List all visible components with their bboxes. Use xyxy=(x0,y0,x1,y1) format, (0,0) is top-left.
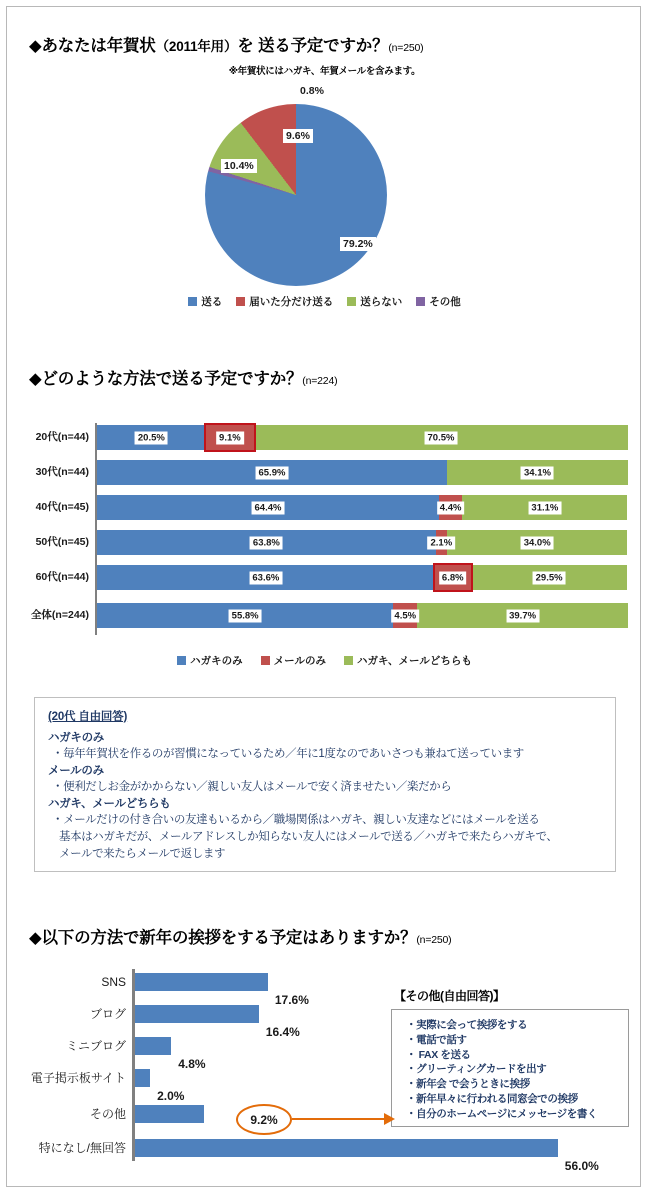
hbar-value-sns: 17.6% xyxy=(274,993,309,1007)
pie-slice-label-not-send: 9.6% xyxy=(283,129,313,143)
legend-swatch-reply-only xyxy=(236,297,245,306)
stacked-row-label-60s: 60代(n=44) xyxy=(35,571,89,583)
free-answer-title: (20代 自由回答) xyxy=(48,711,128,723)
section1-heading-year: （2011年用） xyxy=(155,39,238,54)
legend-label-reply-only: 届いた分だけ送る xyxy=(249,296,334,308)
free-answer-line: 基本はハガキだが、メールアドレスしか知らない友人にはメールで送る／ハガキで来たらハガキで、 xyxy=(59,831,558,843)
section3-heading-text: ◆以下の方法で新年の挨拶をする予定はありますか？ xyxy=(29,929,417,947)
section1-note: ※年賀状にはハガキ、年賀メールを含みます。 xyxy=(228,66,421,77)
segment-both xyxy=(254,425,628,450)
pie-slice-label-reply-only: 10.4% xyxy=(221,159,257,173)
legend-label-send: 送る xyxy=(201,296,223,308)
pie-chart-legend xyxy=(7,294,642,309)
section2-heading xyxy=(29,365,337,389)
legend-label-mail-only: メールのみ xyxy=(273,655,326,667)
segment-label-postcard-only: 63.6% xyxy=(249,571,282,584)
hbar-label-none: 特になし/無回答 xyxy=(38,1141,126,1155)
callout-ellipse-other xyxy=(236,1104,292,1135)
report-page xyxy=(6,6,641,1187)
segment-postcard-only xyxy=(97,460,447,485)
segment-mail-only xyxy=(430,530,453,555)
legend-item-mail-only xyxy=(261,653,326,668)
segment-label-postcard-only: 64.4% xyxy=(252,501,285,514)
legend-swatch-send xyxy=(188,297,197,306)
legend-item-postcard-only xyxy=(177,653,243,668)
pie-slice-label-other: 0.8% xyxy=(300,85,324,97)
segment-label-both: 70.5% xyxy=(425,431,458,444)
other-answer-item: ・自分のホームページにメッセージを書く xyxy=(406,1107,598,1120)
section1-heading xyxy=(29,32,423,56)
segment-postcard-only xyxy=(97,565,435,590)
segment-mail-only xyxy=(435,565,471,590)
legend-item-not-send xyxy=(347,294,402,309)
hbar-fill-microblog xyxy=(135,1037,171,1055)
hbar-row-none xyxy=(38,1139,599,1173)
legend-label-not-send: 送らない xyxy=(360,296,403,308)
legend-label-other: その他 xyxy=(429,296,461,308)
section3-sample-size: (n=250) xyxy=(416,934,452,946)
section3-heading xyxy=(29,924,451,948)
segment-label-postcard-only: 63.8% xyxy=(250,536,283,549)
segment-mail-only xyxy=(393,603,417,628)
legend-item-reply-only xyxy=(236,294,333,309)
free-answer-line: ・便利だしお金がかからない／親しい友人はメールで安く済ませたい／楽だから xyxy=(52,781,452,793)
segment-postcard-only xyxy=(97,530,436,555)
segment-mail-only xyxy=(439,495,462,520)
legend-swatch-other xyxy=(416,297,425,306)
segment-label-both: 29.5% xyxy=(533,571,566,584)
legend-item-other xyxy=(416,294,461,309)
legend-swatch-mail-only xyxy=(261,656,270,665)
legend-item-send xyxy=(188,294,222,309)
hbar-label-other: その他 xyxy=(89,1107,126,1121)
hbar-value-none: 56.0% xyxy=(564,1159,599,1173)
stacked-row-50s xyxy=(35,530,628,555)
segment-label-both: 31.1% xyxy=(528,501,561,514)
pie-slice-label-send: 79.2% xyxy=(340,237,376,251)
hbar-fill-sns xyxy=(135,973,268,991)
segment-both xyxy=(417,603,628,628)
segment-mail-only xyxy=(206,425,254,450)
hbar-value-bbs: 2.0% xyxy=(157,1089,185,1103)
segment-both xyxy=(471,565,628,590)
legend-swatch-postcard-only xyxy=(177,656,186,665)
hbar-fill-bbs xyxy=(135,1069,150,1087)
stacked-row-20s xyxy=(35,425,628,450)
segment-postcard-only xyxy=(97,495,439,520)
free-answer-line: ・毎年年賀状を作るのが習慣になっているため／年に1度なのであいさつも兼ねて送っています xyxy=(52,748,524,760)
section1-heading-part-a: ◆あなたは年賀状 xyxy=(29,37,156,55)
other-answer-item: ・実際に会って挨拶をする xyxy=(406,1019,528,1031)
section1-sample-size: (n=250) xyxy=(388,42,424,54)
section1-heading-part-b: を 送る予定ですか？ xyxy=(237,37,389,55)
free-answer-group-both xyxy=(48,797,602,863)
stacked-row-40s xyxy=(35,495,628,520)
segment-label-both: 34.1% xyxy=(521,466,554,479)
legend-swatch-not-send xyxy=(347,297,356,306)
other-answers-box xyxy=(391,1009,629,1127)
other-answers-title: 【その他(自由回答)】 xyxy=(394,989,505,1003)
other-answer-item: ・ FAX を送る xyxy=(406,1048,471,1061)
stacked-row-label-total: 全体(n=244) xyxy=(30,609,89,621)
pie-chart xyxy=(205,85,387,286)
segment-label-postcard-only: 65.9% xyxy=(255,466,288,479)
segment-label-postcard-only: 20.5% xyxy=(135,431,168,444)
hbar-label-bbs: 電子掲示板サイト xyxy=(30,1071,126,1085)
other-answer-item: ・新年早々に行われる同窓会での挨拶 xyxy=(406,1092,578,1105)
segment-both xyxy=(447,530,628,555)
legend-label-postcard-only: ハガキのみ xyxy=(190,655,243,667)
segment-label-mail-only: 4.4% xyxy=(437,501,465,514)
hbar-value-blog: 16.4% xyxy=(265,1025,300,1039)
other-answer-item: ・電話で話す xyxy=(406,1033,467,1046)
hbar-fill-other xyxy=(135,1105,204,1123)
free-answer-line: ・メールだけの付き合いの友達もいるから／職場関係はハガキ、親しい友達などにはメールを送る xyxy=(52,814,540,826)
other-answer-item: ・新年会 で会うときに挨拶 xyxy=(406,1078,530,1091)
hbar-fill-blog xyxy=(135,1005,259,1023)
segment-both xyxy=(447,460,628,485)
segment-both xyxy=(462,495,627,520)
section2-sample-size: (n=224) xyxy=(302,375,338,387)
segment-label-both: 39.7% xyxy=(506,609,539,622)
segment-label-mail-only: 4.5% xyxy=(391,609,419,622)
stacked-bar-legend xyxy=(7,653,642,668)
hbar-label-microblog: ミニブログ xyxy=(65,1039,126,1053)
segment-postcard-only xyxy=(97,603,393,628)
stacked-row-30s xyxy=(35,460,628,485)
free-answer-category: ハガキのみ xyxy=(48,732,104,744)
stacked-bar-chart xyxy=(30,423,628,635)
free-answer-category: ハガキ、メールどちらも xyxy=(48,798,171,810)
hbar-label-blog: ブログ xyxy=(89,1007,126,1021)
segment-label-mail-only: 9.1% xyxy=(216,431,244,444)
stacked-row-label-50s: 50代(n=45) xyxy=(35,536,89,548)
hbar-fill-none xyxy=(135,1139,558,1157)
stacked-row-60s xyxy=(35,565,628,590)
segment-label-mail-only: 2.1% xyxy=(428,536,456,549)
stacked-row-label-20s: 20代(n=44) xyxy=(35,431,89,443)
segment-label-mail-only: 6.8% xyxy=(439,571,467,584)
stacked-row-total xyxy=(30,603,628,628)
segment-postcard-only xyxy=(97,425,206,450)
stacked-row-label-30s: 30代(n=44) xyxy=(35,466,89,478)
stacked-row-label-40s: 40代(n=45) xyxy=(35,501,89,513)
legend-item-both xyxy=(344,653,472,668)
hbar-label-sns: SNS xyxy=(101,975,126,989)
free-answer-group-mail-only xyxy=(48,764,602,796)
section2-heading-text: ◆どのような方法で送る予定ですか？ xyxy=(29,370,303,388)
callout-value-other: 9.2% xyxy=(250,1112,278,1127)
legend-label-both: ハガキ、メールどちらも xyxy=(356,655,472,667)
free-answer-category: メールのみ xyxy=(48,765,104,777)
callout-arrow-line xyxy=(292,1118,387,1120)
free-answer-group-postcard-only xyxy=(48,731,602,763)
callout-arrow-head-icon xyxy=(384,1113,395,1125)
segment-label-both: 34.0% xyxy=(521,536,554,549)
legend-swatch-both xyxy=(344,656,353,665)
free-answer-line: メールで来たらメールで返します xyxy=(59,848,226,860)
hbar-value-microblog: 4.8% xyxy=(178,1057,206,1071)
other-answer-item: ・グリーティングカードを出す xyxy=(406,1063,547,1076)
free-answer-box xyxy=(34,697,616,872)
segment-label-postcard-only: 55.8% xyxy=(229,609,262,622)
